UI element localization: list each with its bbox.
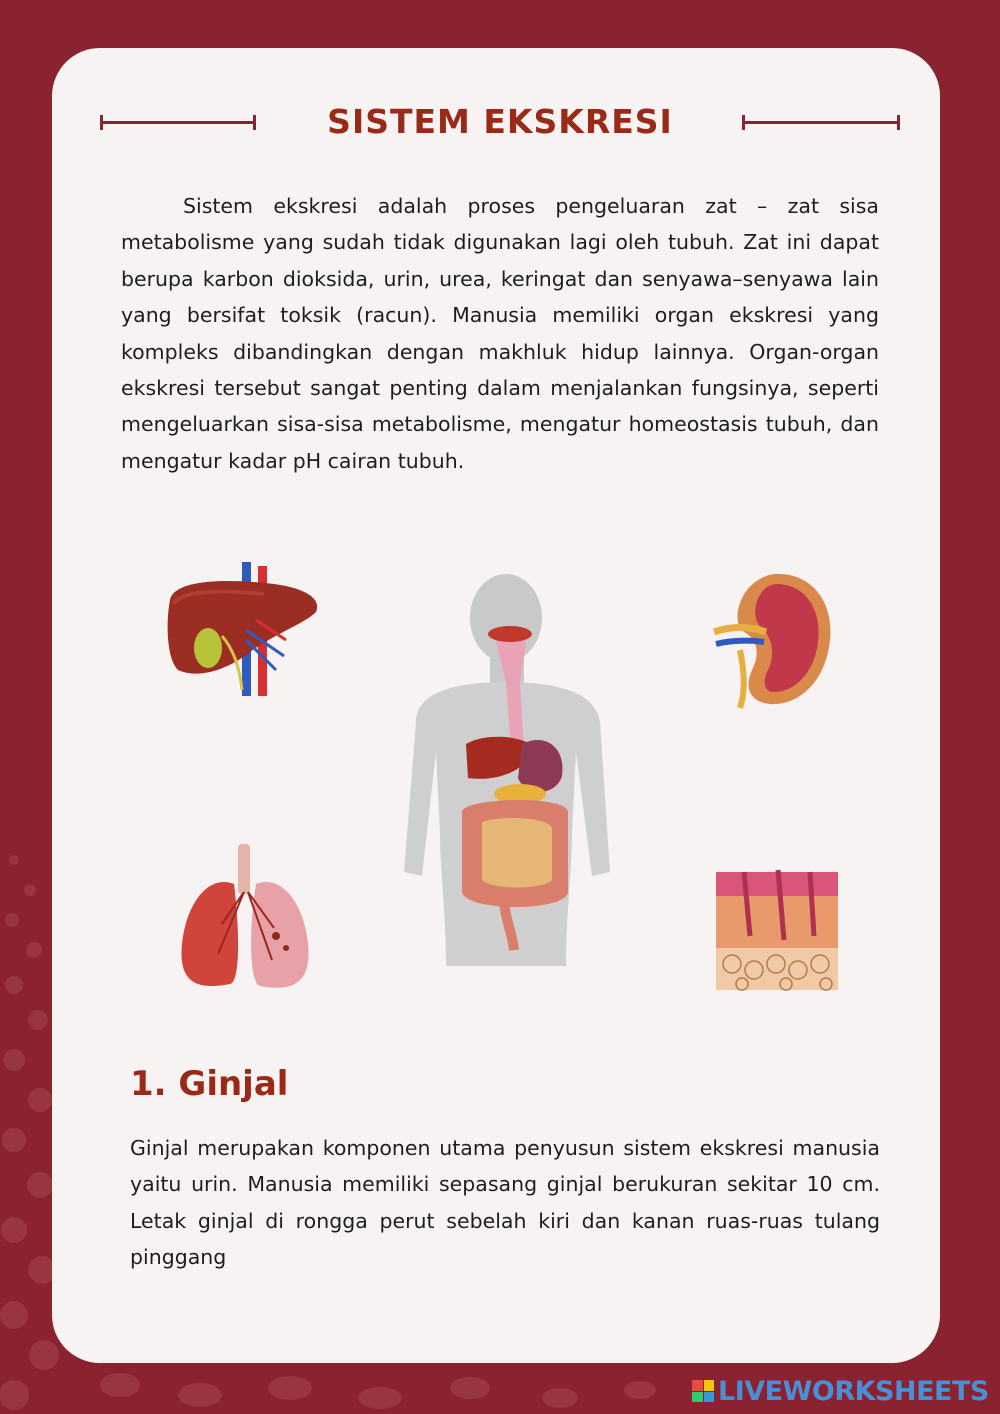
watermark-text: LIVEWORKSHEETS (718, 1375, 989, 1407)
liveworksheets-watermark (692, 1376, 989, 1406)
page-title: SISTEM EKSKRESI (327, 102, 673, 141)
lungs-icon (178, 844, 312, 996)
content-card (52, 48, 940, 1363)
intro-paragraph: Sistem ekskresi adalah proses pengeluaran zat – zat sisa metabolisme yang sudah tidak digunakan lagi oleh tubuh. Zat ini dapat berupa karbon dioksida, urin, urea, keringat dan senyawa–senyawa lain yang bersifat toksik (racun). Manusia memiliki organ ekskresi yang kompleks dibandingkan dengan makhluk hidup lainnya. Organ-organ ekskresi tersebut sangat penting dalam menjalankan fungsinya, seperti mengeluarkan sisa-sisa metabolisme, mengatur homeostasis tubuh, dan mengatur kadar pH cairan tubuh. (121, 194, 879, 473)
skin-cross-section-icon (714, 866, 840, 994)
liveworksheets-logo-icon (692, 1380, 714, 1402)
section-heading-ginjal: 1. Ginjal (130, 1064, 289, 1104)
kidney-icon (710, 570, 836, 710)
liver-icon (164, 560, 324, 700)
section-body-ginjal: Ginjal merupakan komponen utama penyusun sistem ekskresi manusia yaitu urin. Manusia memiliki sepasang ginjal berukuran sekitar 10 cm. Letak ginjal di rongga perut sebelah kiri dan kanan ruas-ruas tulang pinggang (130, 1136, 880, 1270)
title-rule-right (742, 121, 900, 124)
human-body-digestive-icon (396, 572, 618, 966)
title-rule-left (100, 121, 256, 124)
title-row (100, 100, 900, 144)
